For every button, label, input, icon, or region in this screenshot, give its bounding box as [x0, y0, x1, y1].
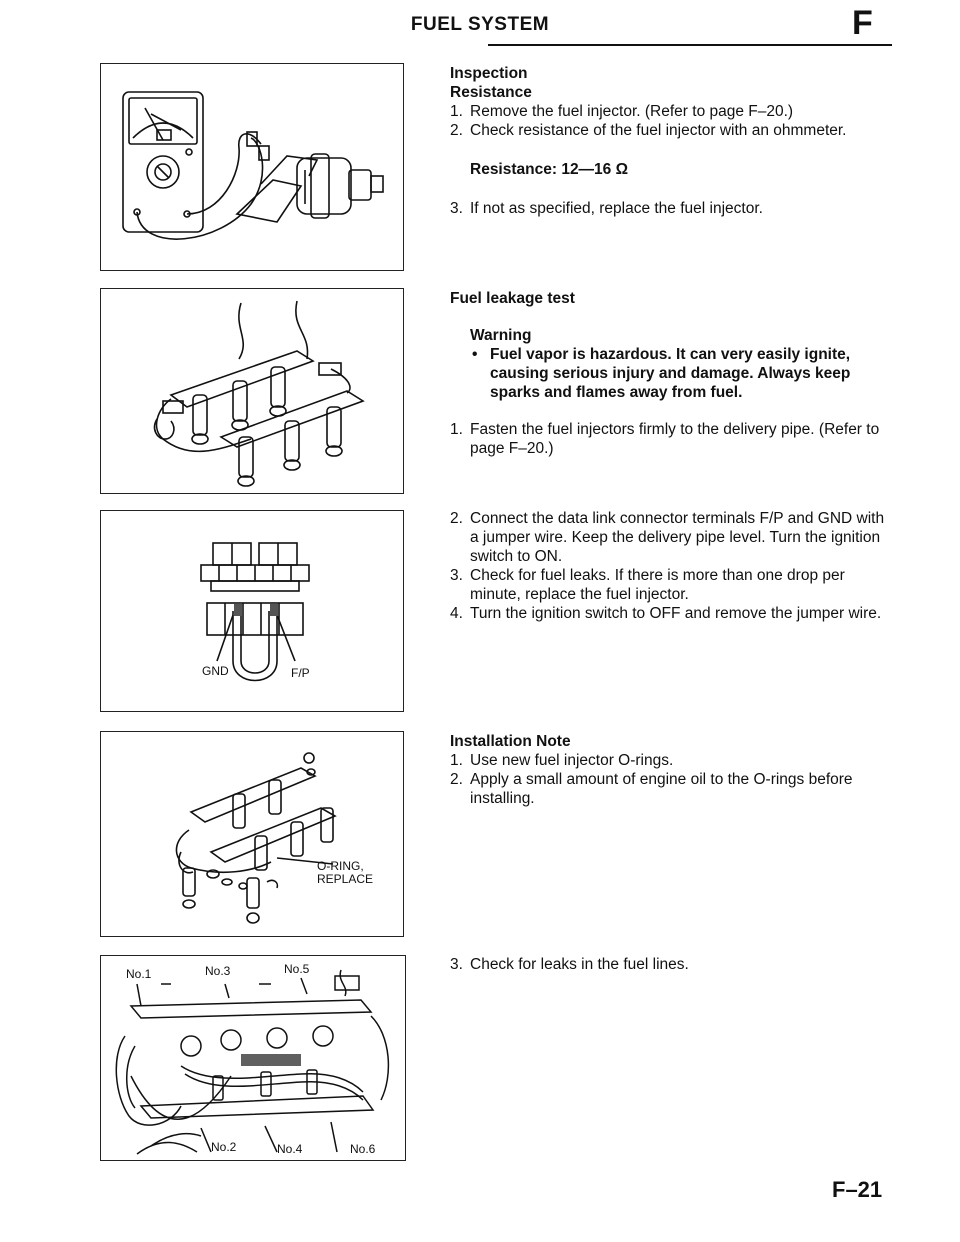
figure-fuel-lines [100, 955, 406, 1161]
figure-ohmmeter [100, 63, 404, 271]
inspection-section [450, 64, 890, 218]
section-letter: F [852, 4, 873, 42]
list-item: 4. Turn the ignition switch to OFF and remove the jumper wire. [450, 605, 882, 622]
page-title: FUEL SYSTEM [410, 14, 550, 35]
resistance-subheading: Resistance [450, 84, 532, 101]
installation-section [450, 732, 890, 808]
list-item: 3. If not as specified, replace the fuel injector. [450, 200, 763, 217]
engine-fuel-lines-illustration [101, 956, 405, 1160]
figure-o-ring [100, 731, 404, 937]
warning-bullet: • Fuel vapor is hazardous. It can very easily ignite, causing serious injury and damage. Always keep sparks and flames away from fuel. [472, 346, 851, 401]
data-link-connector-illustration [101, 511, 403, 711]
list-item: 2. Check resistance of the fuel injector with an ohmmeter. [450, 122, 847, 139]
label-replace: REPLACE [317, 872, 374, 886]
label-gnd: GND [202, 664, 229, 678]
figure-connector [100, 510, 404, 712]
list-item: 1. Remove the fuel injector. (Refer to page F–20.) [450, 103, 794, 120]
label-no3: No.3 [205, 964, 231, 978]
inspection-heading: Inspection [450, 65, 528, 82]
o-ring-injector-illustration [101, 732, 403, 936]
page-number: F–21 [832, 1177, 883, 1202]
label-no5: No.5 [284, 962, 310, 976]
label-o-ring: O-RING, [317, 859, 364, 873]
list-item: 1. Use new fuel injector O-rings. [450, 752, 674, 769]
ohmmeter-illustration [101, 64, 403, 270]
list-item: 1. Fasten the fuel injectors firmly to the delivery pipe. (Refer to page F–20.) [450, 421, 880, 457]
header-rule [488, 44, 892, 46]
leakage-section [450, 289, 890, 458]
label-no4: No.4 [277, 1142, 303, 1156]
fuel-rail-illustration [101, 289, 403, 493]
list-item: 3. Check for fuel leaks. If there is more than one drop per minute, replace the fuel injector. [450, 567, 845, 603]
label-no2: No.2 [211, 1140, 237, 1154]
installation-heading: Installation Note [450, 733, 571, 750]
label-fp: F/P [291, 666, 310, 680]
leakage-heading: Fuel leakage test [450, 290, 575, 307]
label-no6: No.6 [350, 1142, 376, 1156]
installation-step-3 [450, 955, 890, 974]
resistance-spec: Resistance: 12—16 Ω [470, 161, 629, 178]
list-item: 2. Apply a small amount of engine oil to the O-rings before installing. [450, 771, 853, 807]
list-item: 2. Connect the data link connector terminals F/P and GND with a jumper wire. Keep the delivery pipe level. Turn the ignition switch to ON. [450, 510, 885, 565]
warning-title: Warning [470, 327, 532, 344]
figure-leak-test [100, 288, 404, 494]
list-item: 3. Check for leaks in the fuel lines. [450, 956, 689, 973]
label-no1: No.1 [126, 967, 152, 981]
leakage-steps [450, 509, 890, 623]
